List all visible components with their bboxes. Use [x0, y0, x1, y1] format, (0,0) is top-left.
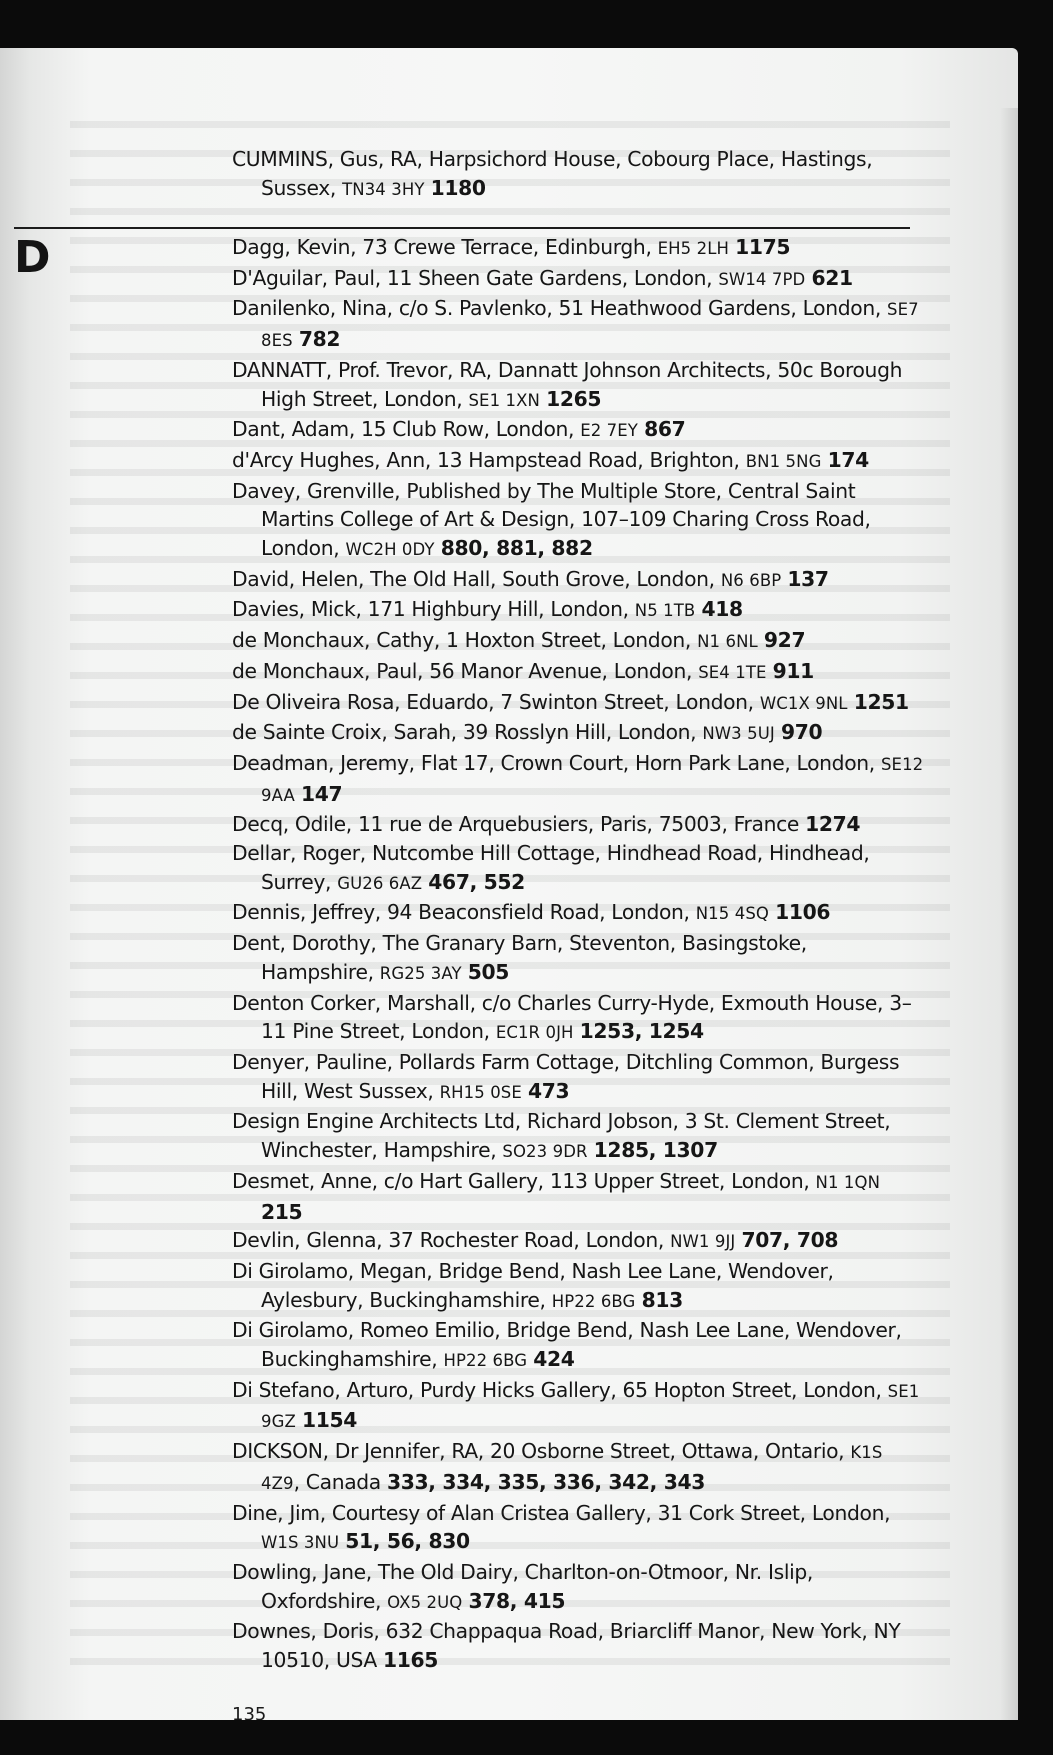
entry-postcode: BN1 5NG [745, 451, 822, 471]
entry-catalogue-numbers: 1285, 1307 [593, 1138, 718, 1163]
entry-postcode: N1 1QN [815, 1172, 881, 1192]
directory-entry [232, 989, 924, 1048]
directory-entry [232, 415, 924, 446]
directory-entry [232, 1257, 924, 1316]
entry-text: David, Helen, The Old Hall, South Grove, London, [232, 566, 721, 591]
entry-text: CUMMINS, Gus, RA, Harpsichord House, Cobourg Place, Hastings, Sussex, [232, 147, 873, 200]
entry-text: Dant, Adam, 15 Club Row, London, [232, 417, 581, 442]
entry-catalogue-numbers: 215 [261, 1199, 303, 1224]
entry-postcode: EC1R 0JH [495, 1023, 574, 1043]
entry-catalogue-numbers: 1274 [805, 812, 861, 837]
directory-entry [232, 1437, 924, 1498]
entry-text: de Sainte Croix, Sarah, 39 Rosslyn Hill, London, [232, 720, 703, 745]
entry-catalogue-numbers: 424 [533, 1347, 575, 1372]
entry-text: Decq, Odile, 11 rue de Arquebusiers, Paris, 75003, France [232, 812, 806, 837]
previous-section-entries [232, 145, 924, 204]
directory-entry [232, 898, 924, 929]
directory-entry [232, 626, 924, 657]
entry-catalogue-numbers: 880, 881, 882 [440, 536, 593, 561]
entry-catalogue-numbers: 1180 [430, 175, 486, 200]
entry-text: Downes, Doris, 632 Chappaqua Road, Briarcliff Manor, New York, NY 10510, USA [232, 1619, 901, 1673]
page-number: 135 [232, 1704, 267, 1720]
entry-postcode: WC1X 9NL [759, 693, 848, 713]
entry-catalogue-numbers: 473 [528, 1078, 570, 1103]
directory-entry [232, 839, 924, 898]
entry-postcode: HP22 6BG [551, 1291, 636, 1311]
entry-text: Dellar, Roger, Nutcombe Hill Cottage, Hindhead Road, Hindhead, Surrey, [232, 841, 870, 894]
entry-catalogue-numbers: 147 [300, 781, 343, 806]
directory-entry [232, 1558, 924, 1617]
section-letter: D [14, 232, 51, 283]
entry-catalogue-numbers: 970 [780, 720, 823, 745]
directory-entry [232, 145, 924, 204]
directory-entry [232, 477, 924, 565]
section-divider [14, 227, 910, 229]
entry-postcode: OX5 2UQ [387, 1592, 463, 1612]
entry-text: de Monchaux, Paul, 56 Manor Avenue, London, [232, 658, 699, 683]
entry-text: Devlin, Glenna, 37 Rochester Road, London, [232, 1228, 671, 1253]
entry-postcode: HP22 6BG [443, 1351, 528, 1371]
entry-catalogue-numbers: 813 [641, 1287, 683, 1312]
directory-entry [232, 810, 924, 839]
entry-postcode: N5 1TB [634, 601, 696, 621]
entry-text: Dowling, Jane, The Old Dairy, Charlton-on-Otmoor, Nr. Islip, Oxfordshire, [232, 1559, 814, 1613]
directory-entry [232, 1499, 924, 1558]
entry-postcode: WC2H 0DY [345, 540, 435, 560]
entry-postcode: RG25 3AY [379, 963, 462, 983]
entry-text: Davey, Grenville, Published by The Multiple Store, Central Saint Martins College of Art & Design, 107–109 Charing Cross Road, London, [232, 478, 871, 561]
directory-entry [232, 718, 924, 749]
directory-entry [232, 1048, 924, 1107]
directory-entry [232, 446, 924, 477]
entry-text: D'Aguilar, Paul, 11 Sheen Gate Gardens, London, [232, 265, 719, 290]
directory-entry [232, 1167, 924, 1226]
entry-postcode: EH5 2LH [657, 239, 730, 258]
entry-catalogue-numbers: 333, 334, 335, 336, 342, 343 [386, 1469, 706, 1494]
page-edge-shadow [1000, 108, 1018, 1720]
entry-postcode: SW14 7PD [718, 269, 806, 289]
entry-text: DANNATT, Prof. Trevor, RA, Dannatt Johnson Architects, 50c Borough High Street, London, [232, 357, 903, 411]
entry-catalogue-numbers: 174 [827, 447, 869, 472]
entry-catalogue-numbers: 1251 [853, 689, 909, 714]
directory-entry [232, 1316, 924, 1375]
entry-catalogue-numbers: 418 [701, 597, 743, 622]
entry-text: Dent, Dorothy, The Granary Barn, Steventon, Basingstoke, Hampshire, [232, 931, 807, 984]
entry-text: DICKSON, Dr Jennifer, RA, 20 Osborne Street, Ottawa, Ontario, [232, 1439, 851, 1464]
entry-text: Design Engine Architects Ltd, Richard Jobson, 3 St. Clement Street, Winchester, Hampshire, [232, 1109, 891, 1163]
entry-postcode: SE12 9AA [261, 754, 924, 805]
directory-entries [232, 233, 924, 1675]
entry-postcode: NW3 5UJ [702, 724, 775, 744]
entry-postcode: GU26 6AZ [337, 873, 423, 893]
entry-catalogue-numbers: 782 [298, 327, 341, 352]
directory-entry [232, 294, 924, 355]
entry-catalogue-numbers: 378, 415 [468, 1588, 566, 1613]
entry-text: Deadman, Jeremy, Flat 17, Crown Court, Horn Park Lane, London, [232, 750, 881, 775]
directory-entry [232, 356, 924, 415]
entry-text: d'Arcy Hughes, Ann, 13 Hampstead Road, Brighton, [232, 447, 746, 472]
entry-text: Dennis, Jeffrey, 94 Beaconsfield Road, London, [232, 900, 696, 925]
entry-catalogue-numbers: 1154 [302, 1408, 358, 1433]
directory-entry [232, 1107, 924, 1166]
entry-text-after: , Canada [293, 1469, 387, 1494]
directory-entry [232, 1226, 924, 1257]
entry-postcode: N15 4SQ [695, 904, 769, 924]
directory-entry [232, 264, 924, 295]
entry-postcode: SE1 9GZ [261, 1381, 920, 1432]
entry-postcode: E2 7EY [580, 421, 638, 441]
directory-entry [232, 595, 924, 626]
entry-text: Di Girolamo, Romeo Emilio, Bridge Bend, Nash Lee Lane, Wendover, Buckinghamshire, [232, 1318, 902, 1372]
entry-catalogue-numbers: 1175 [735, 235, 791, 259]
entry-postcode: K1S 4Z9 [261, 1443, 883, 1493]
entry-text: Di Girolamo, Megan, Bridge Bend, Nash Lee Lane, Wendover, Aylesbury, Buckinghamshire, [232, 1258, 834, 1312]
book-page [0, 48, 1018, 1720]
entry-catalogue-numbers: 867 [644, 417, 686, 442]
entry-text: Desmet, Anne, c/o Hart Gallery, 113 Upper Street, London, [232, 1168, 816, 1193]
entry-postcode: TN34 3HY [342, 179, 425, 199]
entry-postcode: NW1 9JJ [670, 1232, 736, 1252]
entry-postcode: N6 6BP [720, 570, 782, 590]
entry-text: Davies, Mick, 171 Highbury Hill, London, [232, 597, 635, 622]
entry-postcode: SE7 8ES [261, 300, 919, 351]
entry-catalogue-numbers: 1165 [382, 1648, 439, 1673]
entry-postcode: N1 6NL [697, 632, 758, 652]
entry-catalogue-numbers: 137 [787, 566, 829, 591]
entry-text: Denton Corker, Marshall, c/o Charles Curry-Hyde, Exmouth House, 3–11 Pine Street, London, [232, 990, 912, 1044]
entry-catalogue-numbers: 1265 [546, 386, 602, 411]
entry-catalogue-numbers: 621 [811, 265, 853, 290]
entry-postcode: SO23 9DR [502, 1142, 588, 1162]
entry-postcode: SE1 1XN [468, 390, 540, 410]
entry-text: De Oliveira Rosa, Eduardo, 7 Swinton Street, London, [232, 689, 760, 714]
entry-catalogue-numbers: 51, 56, 830 [345, 1529, 470, 1554]
directory-entry [232, 657, 924, 688]
entry-text: Dine, Jim, Courtesy of Alan Cristea Gallery, 31 Cork Street, London, [232, 1500, 891, 1525]
entry-catalogue-numbers: 467, 552 [428, 869, 525, 894]
entry-catalogue-numbers: 505 [467, 959, 510, 984]
entry-text: Denyer, Pauline, Pollards Farm Cottage, Ditchling Common, Burgess Hill, West Sussex, [232, 1049, 900, 1103]
directory-entry [232, 749, 924, 810]
directory-entry [232, 688, 924, 719]
entry-text: de Monchaux, Cathy, 1 Hoxton Street, London, [232, 628, 698, 653]
directory-entry [232, 233, 924, 264]
directory-entry [232, 929, 924, 988]
directory-entry [232, 565, 924, 596]
entry-text: Dagg, Kevin, 73 Crewe Terrace, Edinburgh, [232, 235, 658, 259]
entry-catalogue-numbers: 1253, 1254 [579, 1019, 704, 1044]
entry-catalogue-numbers: 927 [763, 628, 806, 653]
entry-catalogue-numbers: 911 [772, 658, 814, 683]
entry-catalogue-numbers: 707, 708 [741, 1228, 839, 1253]
directory-entry [232, 1617, 924, 1674]
directory-entry [232, 1376, 924, 1437]
entry-postcode: RH15 0SE [439, 1082, 522, 1102]
entry-postcode: SE4 1TE [698, 662, 767, 682]
entry-postcode: W1S 3NU [261, 1533, 340, 1553]
entry-text: Danilenko, Nina, c/o S. Pavlenko, 51 Heathwood Gardens, London, [232, 296, 888, 321]
entry-text: Di Stefano, Arturo, Purdy Hicks Gallery, 65 Hopton Street, London, [232, 1377, 888, 1402]
entry-catalogue-numbers: 1106 [775, 900, 831, 925]
